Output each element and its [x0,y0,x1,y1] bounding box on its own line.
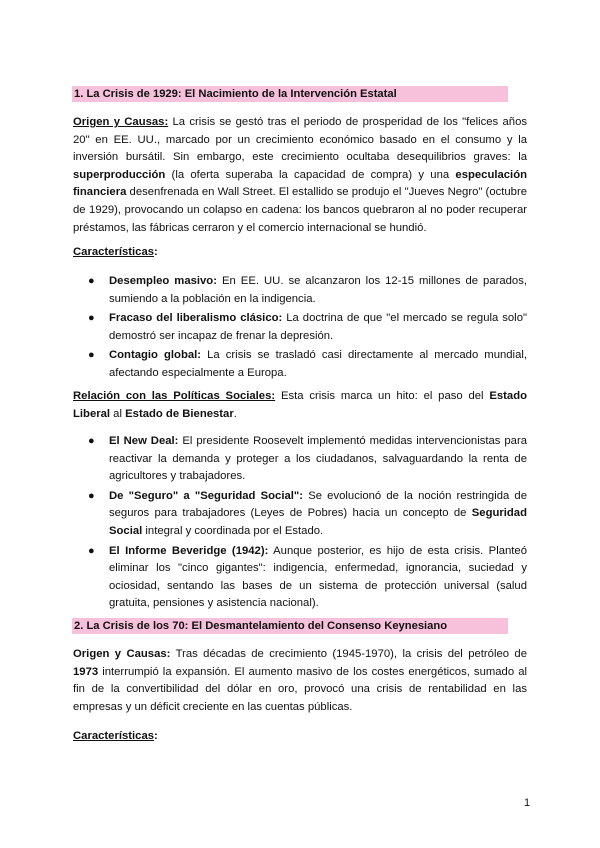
bullet-dot-icon: ● [88,275,95,287]
origen2-text-1: Tras décadas de crecimiento (1945-1970), la crisis del petróleo de [170,648,527,660]
origen2-text-2: interrumpió la expansión. El aumento masivo de los costes energéticos, sumado al fin de la convertibilidad del dólar en oro, provocó una crisis de rentabilidad en las empresas y un déficit creciente en las cuentas públicas. [73,665,527,713]
bullet-dot-icon: ● [88,435,95,447]
bullet-text: El presidente Roosevelt implementó medidas intervencionistas para reactivar la demanda y proteger a los ciudadanos, salvaguardando la renta de agricultores y trabajadores. [109,435,527,483]
list-item [88,543,527,613]
section-1-origen-paragraph [73,114,527,237]
section-1-bullet-list [88,273,527,385]
section-1-caracteristicas-heading [73,244,527,262]
origen-label-2: Origen y Causas: [73,648,171,660]
list-item [88,433,527,486]
bullet-bold: Contagio global: [109,349,202,362]
relacion-text-3: . [233,407,237,420]
origen-text-2: (la oferta superaba la capacidad de compra) y una [165,168,456,181]
bullet-text: Aunque posterior, es hijo de esta crisis. Planteó eliminar los "cinco gigantes": indigencia, enfermedad, ignorancia, suciedad y ociosidad, sentando las bases de un sistema de protección universal (salud gratuita, pensiones y asistencia nacional). [109,544,527,610]
section-2-heading: 2. La Crisis de los 70: El Desmantelamiento del Consenso Keynesiano [72,618,508,634]
bullet-dot-icon: ● [88,489,95,502]
origen-bold-especulacion: especulación financiera [73,168,527,199]
relacion-text-2: al [110,407,126,420]
list-item [88,273,527,308]
section-1-relacion-paragraph [73,388,527,423]
page-number: 1 [524,797,531,809]
bullet-text: La doctrina de que "el mercado se regula solo" demostró ser incapaz de frenar la depresión. [109,312,527,342]
bullet-dot-icon: ● [88,544,95,557]
origen-text-3: desenfrenada en Wall Street. El estallido se produjo el "Jueves Negro" (octubre de 1929), provocando un colapso en cadena: los bancos quebraron al no poder recuperar préstamos, las fábricas cerraron y el comercio internacional se hundió. [73,186,527,234]
origen-text-1: La crisis se gestó tras el periodo de prosperidad de los "felices años 20" en EE. UU., marcado por un crecimiento económico basado en el consumo y la inversión bursátil. Sin embargo, este crecimiento ocultaba desequilibrios graves: la [73,116,527,164]
bullet-text: Se evolucionó de la noción restringida de seguros para trabajadores (Leyes de Pobres) hacia un concepto de [109,489,527,520]
caracteristicas-label: Características [73,246,155,258]
bullet-bold-seguridad-social: Seguridad Social [109,507,527,537]
relacion-label: Relación con las Políticas Sociales: [73,390,276,402]
bullet-bold: El New Deal: [109,435,179,447]
caracteristicas-label-2: Características [73,730,155,742]
origen-bold-superproduccion: superproducción [73,168,166,181]
section-1-heading: 1. La Crisis de 1929: El Nacimiento de la Intervención Estatal [72,86,508,102]
relacion-bold-estado-liberal: Estado Liberal [73,390,528,420]
section-2-caracteristicas-heading [73,728,527,746]
relacion-bold-estado-bienestar: Estado de Bienestar [125,407,234,420]
bullet-bold: Fracaso del liberalismo clásico: [109,312,283,325]
bullet-text-2: integral y coordinada por el Estado. [142,524,324,537]
list-item [88,310,527,345]
section-1-relacion-bullet-list [88,433,527,615]
bullet-text: En EE. UU. se alcanzaron los 12-15 millones de parados, sumiendo a la población en la indigencia. [109,275,527,305]
bullet-bold: El Informe Beveridge (1942): [109,544,269,557]
bullet-bold: Desempleo masivo: [109,275,217,287]
list-item [88,347,527,382]
caracteristicas-colon: : [154,246,158,258]
origen-label: Origen y Causas: [73,116,169,128]
origen2-bold-1973: 1973 [73,665,99,678]
bullet-bold: De "Seguro" a "Seguridad Social": [109,489,304,502]
relacion-text-1: Esta crisis marca un hito: el paso del [275,390,490,402]
list-item [88,488,527,541]
bullet-text: La crisis se trasladó casi directamente al mercado mundial, afectando especialmente a Europa. [109,349,527,379]
bullet-dot-icon: ● [88,312,95,325]
caracteristicas-colon-2: : [154,730,158,742]
section-2-origen-paragraph [73,646,527,716]
bullet-dot-icon: ● [88,349,95,362]
